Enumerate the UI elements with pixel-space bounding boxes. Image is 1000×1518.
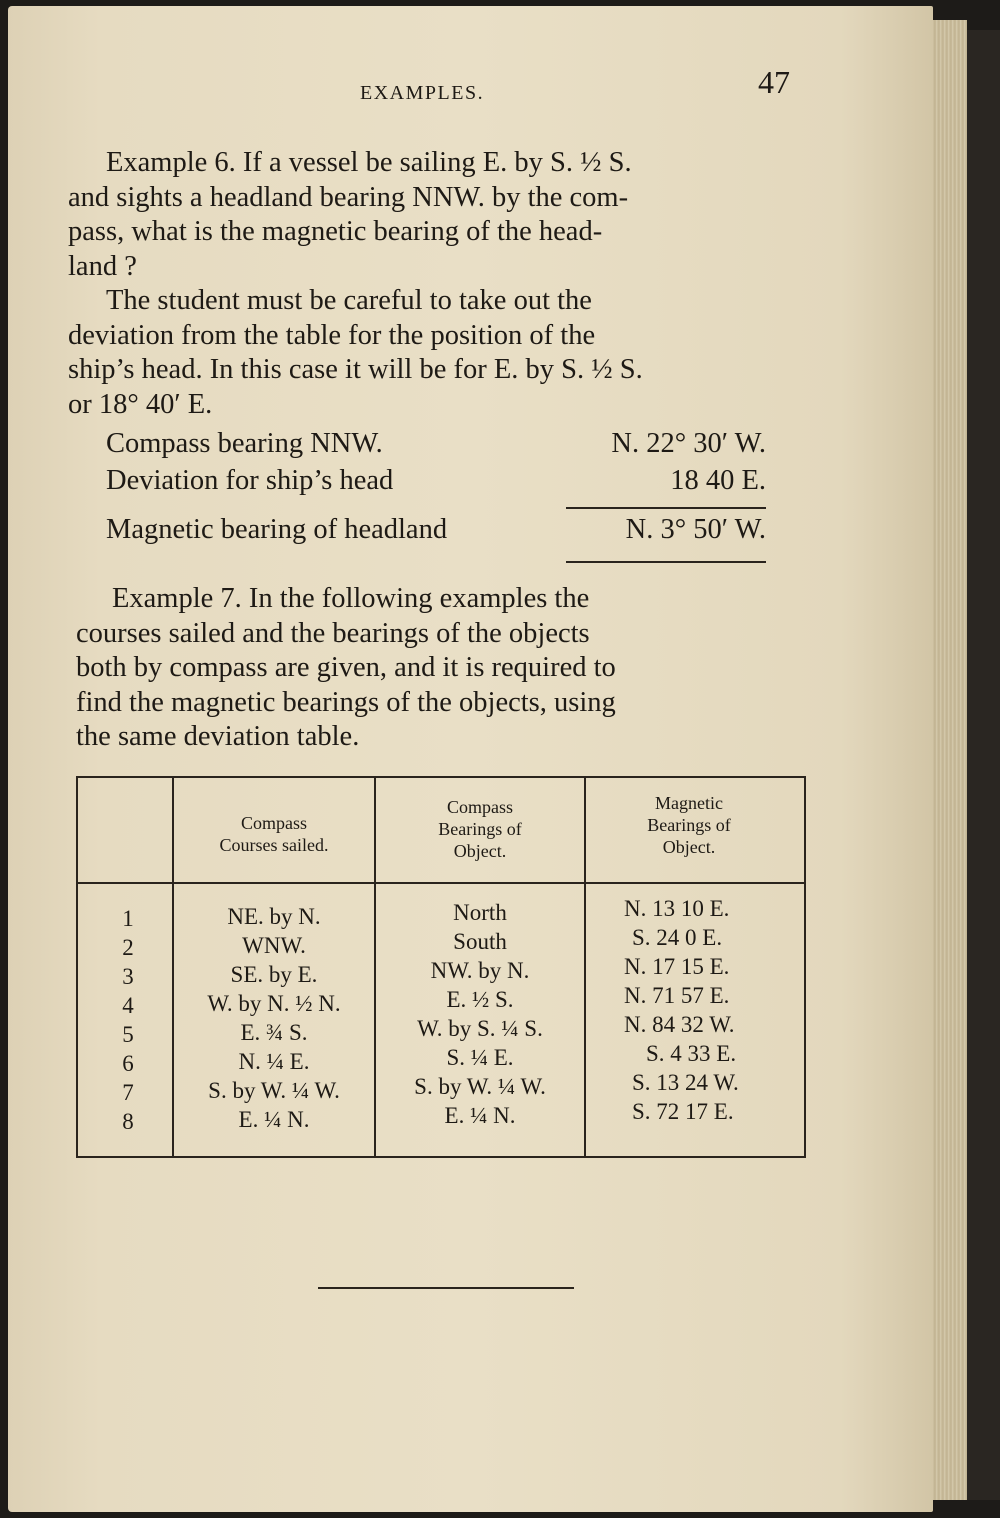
text-line: Example 6. If a vessel be sailing E. by S. ½ S. [106, 147, 632, 178]
text-line: both by compass are given, and it is required to [76, 652, 616, 683]
row-number: 2 [122, 935, 134, 960]
bearings-column [376, 898, 584, 1130]
row-number: 5 [122, 1022, 134, 1047]
bearing-cell: E. ½ S. [446, 987, 514, 1012]
course-cell: N. ¼ E. [238, 1049, 310, 1074]
calc-row-deviation [106, 465, 766, 502]
magnetic-cell: N. 84 32 W. [624, 1012, 735, 1037]
header-compass-courses [174, 812, 374, 856]
header-compass-bearings [376, 796, 584, 862]
course-cell: E. ¼ N. [238, 1107, 310, 1132]
magnetic-cell: S. 4 33 E. [646, 1041, 737, 1066]
header-line: Compass [446, 797, 513, 817]
courses-column [174, 902, 374, 1134]
bearing-cell: S. by W. ¼ W. [414, 1074, 546, 1099]
row-number: 6 [122, 1051, 134, 1076]
sum-rule-bottom [566, 561, 766, 563]
sum-rule-top [566, 507, 766, 509]
row-number: 7 [122, 1080, 134, 1105]
running-head: EXAMPLES. [360, 82, 485, 104]
text-line: ship’s head. In this case it will be for E. by S. ½ S. [68, 354, 643, 385]
calc-value: 18 40 E. [670, 465, 766, 496]
page-number: 47 [758, 64, 790, 100]
header-line: Bearings of [647, 815, 731, 835]
row-number: 8 [122, 1109, 134, 1134]
row-number: 3 [122, 964, 134, 989]
magnetic-cell: S. 24 0 E. [632, 925, 723, 950]
bearing-cell: South [453, 929, 507, 954]
course-cell: SE. by E. [230, 962, 318, 987]
explanation-text [68, 284, 800, 422]
example-6-text [68, 146, 800, 284]
magnetic-cell: N. 71 57 E. [624, 983, 730, 1008]
header-line: Object. [662, 837, 716, 857]
course-cell: E. ¾ S. [240, 1020, 308, 1045]
header-line: Magnetic [655, 793, 723, 813]
bearing-cell: NW. by N. [430, 958, 530, 983]
header-line: Bearings of [438, 819, 522, 839]
magnetic-cell: S. 13 24 W. [632, 1070, 739, 1095]
calc-label: Compass bearing NNW. [106, 428, 383, 459]
bearing-calculation [106, 428, 766, 551]
book-spine [967, 30, 1000, 1500]
calc-value: N. 22° 30′ W. [611, 428, 766, 459]
magnetic-column [624, 894, 792, 1126]
text-line: deviation from the table for the position of the [68, 319, 596, 351]
bearing-cell: W. by S. ¼ S. [417, 1016, 543, 1041]
calc-label: Magnetic bearing of headland [106, 514, 448, 545]
header-line: Compass [240, 813, 307, 833]
row-number: 4 [122, 993, 134, 1018]
calc-row-compass [106, 428, 766, 465]
text-line: courses sailed and the bearings of the objects [76, 617, 590, 649]
bearings-table [76, 776, 806, 1158]
header-line: Object. [453, 841, 507, 861]
text-line: or 18° 40′ E. [68, 388, 213, 420]
calc-value: N. 3° 50′ W. [625, 514, 766, 545]
section-end-rule [318, 1287, 574, 1289]
example-7-text [76, 582, 802, 755]
text-line: The student must be careful to take out the [106, 285, 592, 316]
bearing-cell: North [453, 900, 507, 925]
course-cell: NE. by N. [227, 904, 321, 929]
text-line: land ? [68, 250, 137, 282]
text-line: and sights a headland bearing NNW. by the com- [68, 181, 629, 213]
header-divider [78, 882, 804, 884]
row-number: 1 [122, 906, 134, 931]
text-line: the same deviation table. [76, 721, 360, 752]
calc-label: Deviation for ship’s head [106, 465, 394, 496]
course-cell: WNW. [242, 933, 306, 958]
bearing-cell: E. ¼ N. [444, 1103, 516, 1128]
course-cell: W. by N. ½ N. [207, 991, 341, 1016]
header-line: Courses sailed. [219, 835, 329, 855]
text-line: Example 7. In the following examples the [112, 583, 590, 614]
text-line: find the magnetic bearings of the objects, using [76, 686, 616, 718]
text-line: pass, what is the magnetic bearing of the head- [68, 216, 603, 247]
magnetic-cell: N. 17 15 E. [624, 954, 730, 979]
calc-row-magnetic [106, 514, 766, 551]
magnetic-cell: S. 72 17 E. [632, 1099, 734, 1124]
header-magnetic-bearings [586, 792, 792, 858]
bearing-cell: S. ¼ E. [446, 1045, 514, 1070]
row-numbers-column [108, 904, 148, 1136]
course-cell: S. by W. ¼ W. [208, 1078, 340, 1103]
magnetic-cell: N. 13 10 E. [624, 896, 730, 921]
page-edges [933, 20, 967, 1500]
